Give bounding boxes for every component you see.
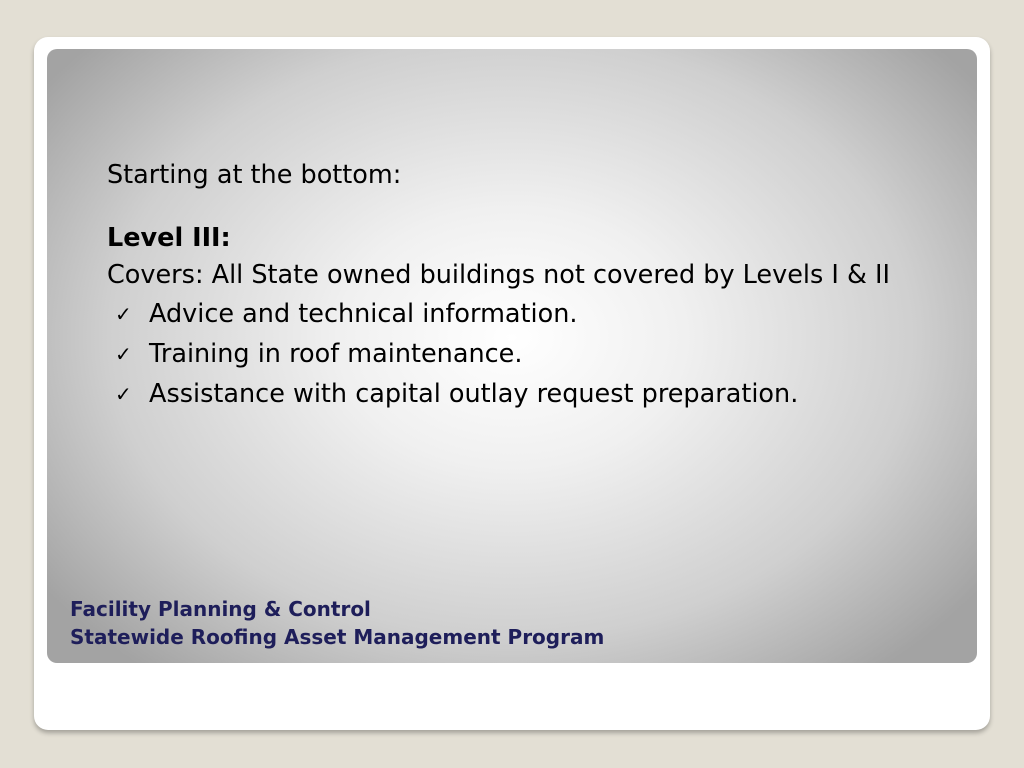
intro-text: Starting at the bottom: [107,160,402,190]
footer-line-2: Statewide Roofing Asset Management Program [70,625,605,649]
bullet-text: Training in roof maintenance. [149,339,523,369]
covers-text: Covers: All State owned buildings not covered by Levels I & II [107,260,891,290]
check-icon: ✓ [115,342,132,366]
slide-footer [70,595,604,651]
bullet-list [107,298,957,412]
footer-line-1: Facility Planning & Control [70,597,371,621]
bullet-text: Advice and technical information. [149,299,578,329]
check-icon: ✓ [115,302,132,326]
bullet-text: Assistance with capital outlay request preparation. [149,379,799,409]
list-item [107,298,957,332]
list-item [107,378,957,412]
check-icon: ✓ [115,382,132,406]
list-item [107,338,957,372]
level-heading: Level III: [107,223,231,253]
slide-content [107,159,957,418]
slide-panel [47,49,977,663]
